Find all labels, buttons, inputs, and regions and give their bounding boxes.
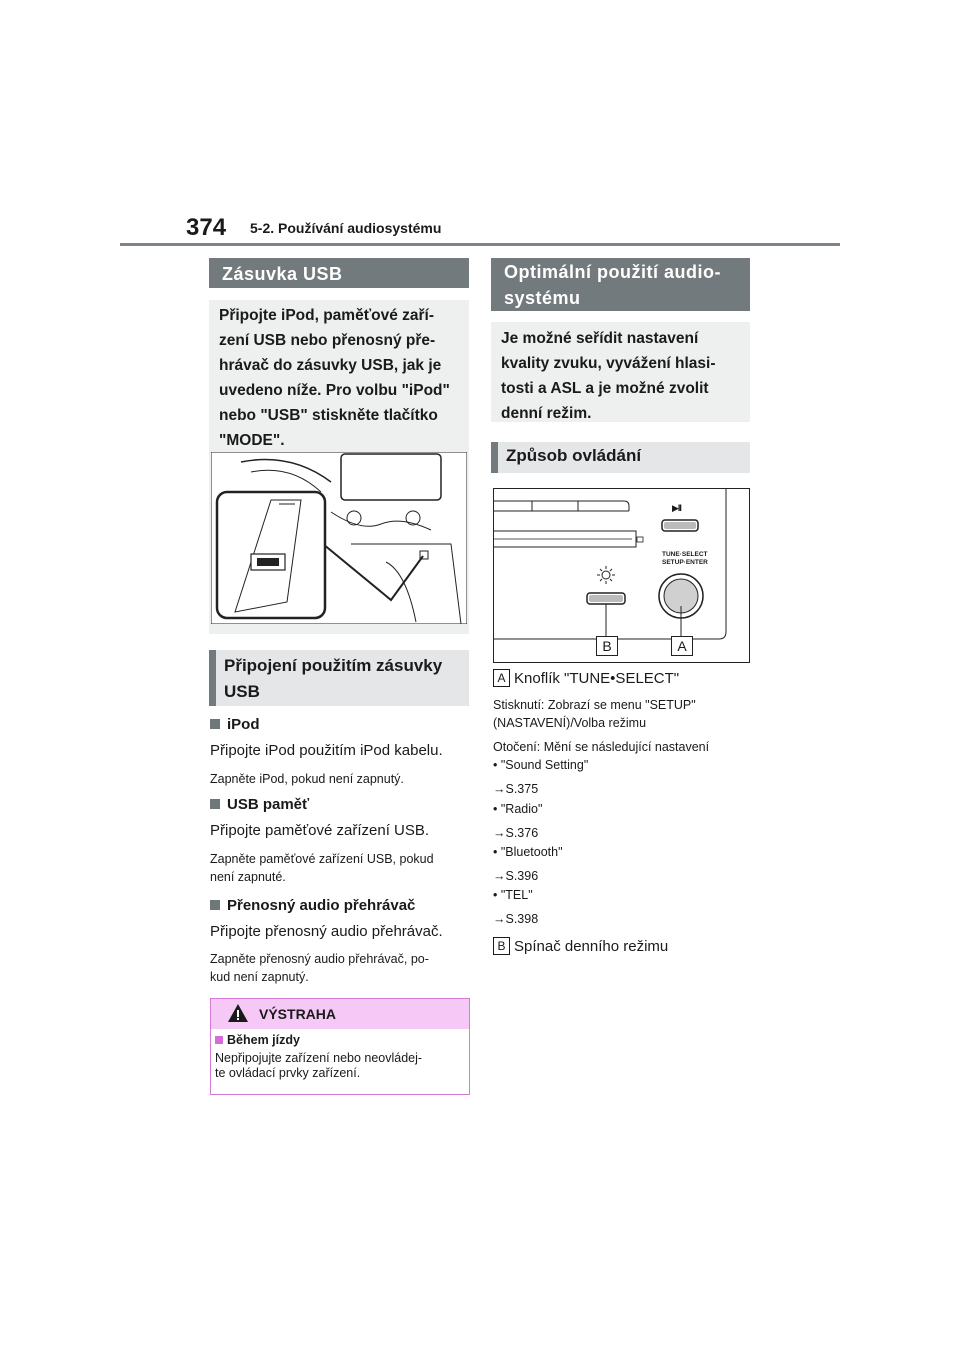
usb-intro-box bbox=[209, 300, 469, 634]
tune-select-label: TUNE·SELECT bbox=[662, 551, 708, 558]
setting-sound: • "Sound Setting" bbox=[493, 758, 589, 772]
item-a-press-line: Stisknutí: Zobrazí se menu "SETUP" bbox=[493, 698, 696, 712]
portable-player-note-line: Zapněte přenosný audio přehrávač, po- bbox=[210, 952, 429, 966]
portable-player-heading-text: Přenosný audio přehrávač bbox=[227, 897, 416, 914]
setting-bluetooth: • "Bluetooth" bbox=[493, 845, 563, 859]
portable-player-note bbox=[210, 950, 429, 986]
setting-radio-ref: →S.376 bbox=[493, 826, 539, 840]
usb-memory-heading bbox=[210, 796, 309, 813]
usb-socket-banner bbox=[209, 258, 469, 288]
usb-memory-note-line: Zapněte paměťové zařízení USB, pokud bbox=[210, 852, 434, 866]
setup-enter-label: SETUP·ENTER bbox=[662, 559, 708, 566]
bullet-square-icon bbox=[210, 799, 220, 809]
warning-text-line: te ovládací prvky zařízení. bbox=[215, 1066, 361, 1080]
operation-subheading-text: Způsob ovládání bbox=[506, 446, 642, 465]
item-a-title bbox=[493, 669, 679, 687]
usb-intro-line: nebo "USB" stiskněte tlačítko bbox=[219, 407, 438, 424]
usb-connection-subheading-line: Připojení použitím zásuvky bbox=[224, 656, 443, 675]
ipod-text: Připojte iPod použitím iPod kabelu. bbox=[210, 742, 443, 759]
item-b-title-text: Spínač denního režimu bbox=[514, 938, 669, 955]
item-b-title bbox=[493, 937, 668, 955]
usb-memory-note bbox=[210, 850, 434, 886]
ipod-note: Zapněte iPod, pokud není zapnutý. bbox=[210, 772, 404, 786]
item-a-press bbox=[493, 696, 696, 732]
warning-title: VÝSTRAHA bbox=[259, 1006, 337, 1022]
item-a-title-text: Knoflík "TUNE•SELECT" bbox=[514, 670, 680, 687]
header-divider bbox=[120, 243, 840, 246]
warning-subheading-text: Během jízdy bbox=[227, 1033, 300, 1047]
label-b-box: B bbox=[493, 937, 510, 955]
audio-intro-line: kvality zvuku, vyvážení hlasi- bbox=[501, 355, 716, 372]
callout-b: B bbox=[596, 636, 618, 656]
usb-intro-line: Připojte iPod, paměťové zaří- bbox=[219, 307, 435, 324]
usb-intro-line: uvedeno níže. Pro volbu "iPod" bbox=[219, 382, 450, 399]
ipod-heading bbox=[210, 716, 260, 733]
audio-intro-box bbox=[491, 322, 750, 422]
usb-connection-subheading-line: USB bbox=[224, 682, 260, 701]
item-a-press-line: (NASTAVENÍ)/Volba režimu bbox=[493, 716, 647, 730]
usb-memory-text: Připojte paměťové zařízení USB. bbox=[210, 822, 430, 839]
usb-socket-banner-text: Zásuvka USB bbox=[222, 264, 343, 284]
audio-intro-line: denní režim. bbox=[501, 405, 592, 422]
warning-text bbox=[215, 1051, 465, 1081]
usb-connection-subheading bbox=[209, 650, 469, 706]
portable-player-heading bbox=[210, 897, 415, 914]
setting-bluetooth-ref: →S.396 bbox=[493, 869, 539, 883]
usb-intro-line: hrávač do zásuvky USB, jak je bbox=[219, 357, 442, 374]
bullet-square-icon bbox=[215, 1036, 223, 1044]
audio-panel-illustration bbox=[493, 488, 750, 663]
optimal-audio-banner-line: Optimální použití audio- bbox=[504, 262, 721, 282]
usb-intro-line: "MODE". bbox=[219, 432, 285, 449]
item-a-turn: Otočení: Mění se následující nastavení bbox=[493, 740, 710, 754]
ipod-heading-text: iPod bbox=[227, 716, 260, 733]
optimal-audio-banner bbox=[491, 258, 750, 311]
audio-intro-line: tosti a ASL a je možné zvolit bbox=[501, 380, 709, 397]
portable-player-text: Připojte přenosný audio přehrávač. bbox=[210, 923, 443, 940]
usb-memory-note-line: není zapnuté. bbox=[210, 870, 286, 884]
page-number: 374 bbox=[186, 214, 227, 241]
play-pause-label: ▶II bbox=[672, 503, 681, 513]
bullet-square-icon bbox=[210, 900, 220, 910]
audio-intro-line: Je možné seřídit nastavení bbox=[501, 330, 699, 347]
warning-header bbox=[211, 999, 469, 1029]
optimal-audio-banner-line: systému bbox=[504, 288, 581, 308]
portable-player-note-line: kud není zapnutý. bbox=[210, 970, 309, 984]
setting-tel: • "TEL" bbox=[493, 888, 533, 902]
usb-intro-line: zení USB nebo přenosný pře- bbox=[219, 332, 436, 349]
bullet-square-icon bbox=[210, 719, 220, 729]
setting-sound-ref: →S.375 bbox=[493, 782, 539, 796]
setting-radio: • "Radio" bbox=[493, 802, 543, 816]
section-title: 5-2. Používání audiosystému bbox=[250, 220, 442, 236]
warning-text-line: Nepřipojujte zařízení nebo neovládej- bbox=[215, 1051, 423, 1065]
callout-a: A bbox=[671, 636, 693, 656]
warning-box bbox=[210, 998, 470, 1095]
usb-memory-heading-text: USB paměť bbox=[227, 796, 310, 813]
warning-triangle-icon bbox=[227, 1003, 249, 1023]
operation-subheading bbox=[491, 442, 750, 473]
audio-panel-drawing bbox=[494, 489, 749, 662]
setting-tel-ref: →S.398 bbox=[493, 912, 539, 926]
warning-subheading bbox=[215, 1033, 300, 1047]
usb-socket-illustration bbox=[211, 452, 467, 624]
label-a-box: A bbox=[493, 669, 510, 687]
